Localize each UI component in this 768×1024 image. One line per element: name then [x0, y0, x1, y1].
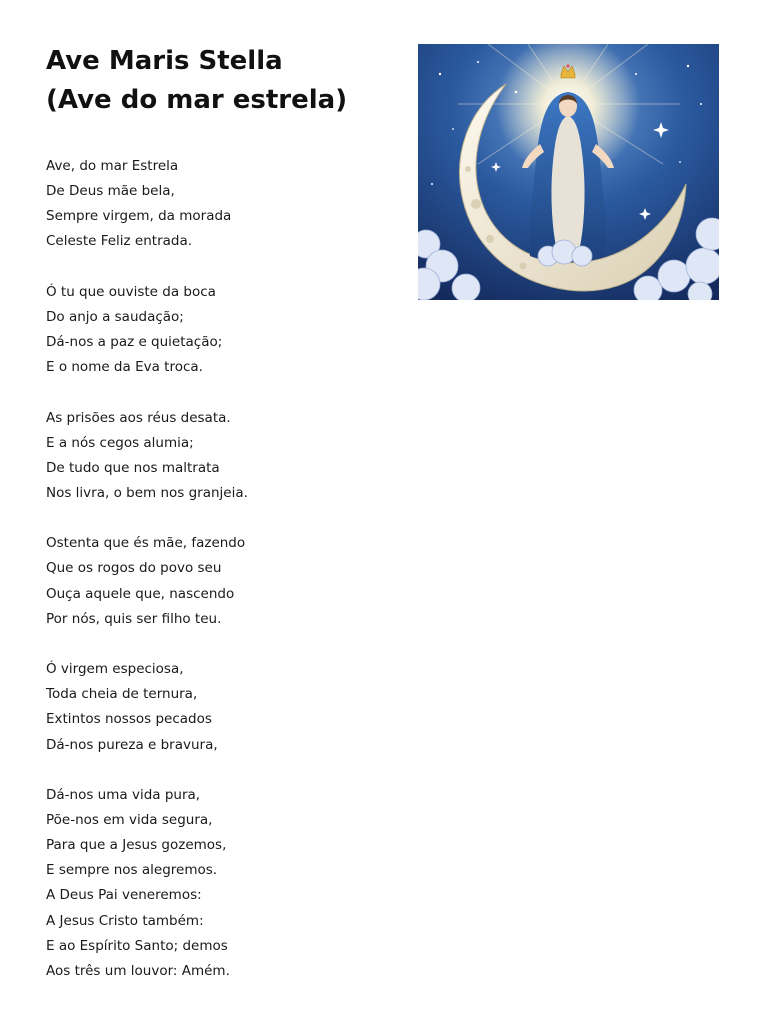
stanza: [46, 657, 248, 758]
virgin-mary-illustration: [418, 44, 719, 300]
document-title: [46, 42, 347, 120]
poem-line: Nos livra, o bem nos granjeia.: [46, 485, 248, 501]
poem-line: Por nós, quis ser filho teu.: [46, 610, 222, 627]
stanza: [46, 783, 248, 984]
title-line-2: (Ave do mar estrela): [46, 85, 348, 115]
poem-line: Sempre virgem, da morada: [46, 208, 232, 225]
poem-body: [46, 154, 248, 1009]
poem-line: Toda cheia de ternura,: [46, 686, 198, 703]
poem-line: Ostenta que és mãe, fazendo: [46, 535, 246, 552]
stanza: [46, 280, 248, 381]
poem-line: A Jesus Cristo também:: [46, 912, 204, 929]
title-line-1: Ave Maris Stella: [46, 46, 283, 76]
stanza: [46, 406, 248, 507]
poem-line: De tudo que nos maltrata: [46, 459, 220, 476]
poem-line: E o nome da Eva troca.: [46, 359, 203, 376]
poem-line: A Deus Pai veneremos:: [46, 887, 202, 904]
poem-line: Aos três um louvor: Amém.: [46, 962, 230, 979]
stanza: [46, 531, 248, 632]
poem-line: Celeste Feliz entrada.: [46, 233, 193, 250]
poem-line: Dá-nos pureza e bravura,: [46, 736, 218, 753]
stanza: [46, 154, 248, 255]
poem-line: Ouça aquele que, nascendo: [46, 585, 235, 602]
crown-jewel: [567, 65, 570, 68]
poem-line: Põe-nos em vida segura,: [46, 811, 213, 828]
poem-line: Extintos nossos pecados: [46, 711, 212, 728]
poem-line: Dá-nos a paz e quietação;: [46, 334, 223, 351]
poem-line: E a nós cegos alumia;: [46, 434, 194, 451]
poem-line: Que os rogos do povo seu: [46, 560, 222, 577]
poem-line: Ave, do mar Estrela: [46, 158, 179, 174]
poem-line: As prisões aos réus desata.: [46, 409, 231, 426]
virgin-mary-on-moon-image: [418, 44, 719, 300]
poem-line: E ao Espírito Santo; demos: [46, 937, 228, 954]
poem-line: Dá-nos uma vida pura,: [46, 786, 201, 803]
poem-line: E sempre nos alegremos.: [46, 862, 218, 879]
poem-line: Ó virgem especiosa,: [46, 661, 184, 678]
poem-line: Ó tu que ouviste da boca: [46, 283, 216, 300]
poem-line: Para que a Jesus gozemos,: [46, 837, 227, 854]
poem-line: Do anjo a saudação;: [46, 308, 184, 325]
poem-line: De Deus mãe bela,: [46, 183, 175, 200]
